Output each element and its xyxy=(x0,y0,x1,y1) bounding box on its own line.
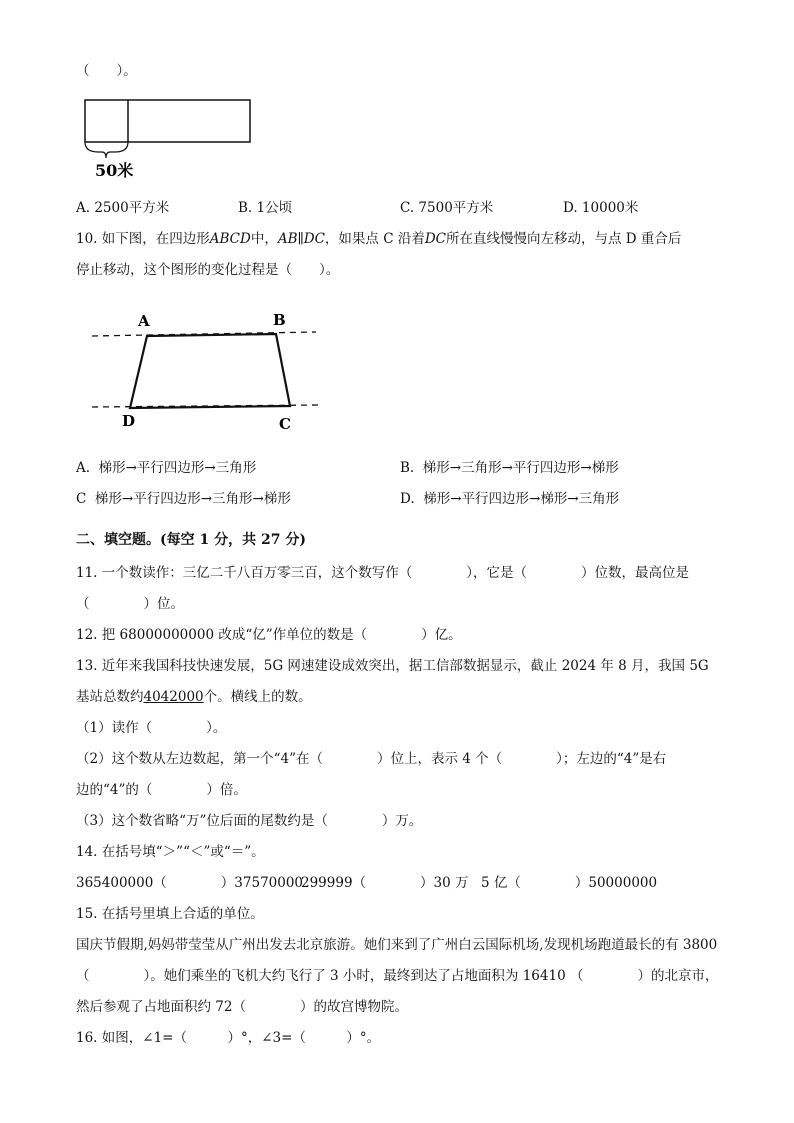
underlined-number: 4042000 xyxy=(143,689,204,705)
q13-sub2-line1: （2）这个数从左边数起，第一个“4”在（ ）位上，表示 4 个（ ）；左边的“4”是右 xyxy=(76,751,667,767)
q9-option-a: A. 2500平方米 xyxy=(76,200,170,216)
point-d-label: D xyxy=(122,412,136,430)
q9-option-b: B. 1公顷 xyxy=(238,200,293,216)
section-2-heading: 二、填空题。(每空 1 分，共 27 分) xyxy=(76,532,306,548)
q11-line1: 11. 一个数读作：三亿二千八百万零三百，这个数写作（ ），它是（ ）位数，最高位是 xyxy=(76,565,690,581)
q13-line1: 13. 近年来我国科技快速发展，5G 网速建设成效突出，据工信部数据显示，截止 2024 年 8 月，我国 5G xyxy=(76,658,709,674)
q11-line2: （ ）位。 xyxy=(76,596,184,612)
q10-trapezoid-figure xyxy=(86,304,326,434)
q14-item-3: 5 亿（ ）50000000 xyxy=(481,875,658,891)
q15-line2: （ ）。她们乘坐的飞机大约飞行了 3 小时，最终到达了占地面积为 16410 （ ）的北京市， xyxy=(76,968,719,984)
q10-option-a: A. 梯形→平行四边形→三角形 xyxy=(76,460,257,476)
q13-line2: 基站总数约4042000个。横线上的数。 xyxy=(76,689,312,705)
q9-option-d: D. 10000米 xyxy=(563,200,639,216)
q15-line3: 然后参观了占地面积约 72（ ）的故宫博物院。 xyxy=(76,999,408,1015)
q9-rectangle-figure xyxy=(80,96,260,186)
q15-stem: 15. 在括号里填上合适的单位。 xyxy=(76,906,264,922)
q10-stem-line1: 10. 如下图，在四边形ABCD中，AB∥DC，如果点 C 沿着DC所在直线慢慢向左移动，与点 D 重合后 xyxy=(76,231,682,247)
q12: 12. 把 68000000000 改成“亿”作单位的数是（ ）亿。 xyxy=(76,627,462,643)
q13-sub1: （1）读作（ ）。 xyxy=(76,720,227,736)
q10-option-b: B. 梯形→三角形→平行四边形→梯形 xyxy=(400,460,619,476)
q15-line1: 国庆节假期,妈妈带莹莹从广州出发去北京旅游。她们来到了广州白云国际机场,发现机场跑道最长的有 3800 xyxy=(76,937,718,953)
q10-option-c: C 梯形→平行四边形→三角形→梯形 xyxy=(76,491,291,507)
q10-option-d: D. 梯形→平行四边形→梯形→三角形 xyxy=(400,491,620,507)
q16: 16. 如图，∠1=（ ）°，∠3=（ ）°。 xyxy=(76,1030,381,1046)
q9-tail: （ ）。 xyxy=(76,63,137,79)
q13-sub3: （3）这个数省略“万”位后面的尾数约是（ ）万。 xyxy=(76,813,423,829)
q9-figure-label: 50米 xyxy=(95,161,134,180)
point-b-label: B xyxy=(273,311,286,329)
q14-stem: 14. 在括号填“＞”“＜”或“＝”。 xyxy=(76,844,265,860)
point-a-label: A xyxy=(138,312,150,330)
q10-stem-line2: 停止移动，这个图形的变化过程是（ ）。 xyxy=(76,262,340,278)
q14-item-1: 365400000（ ）37570000 xyxy=(76,875,304,891)
q14-item-2: 299999（ ）30 万 xyxy=(301,875,469,891)
point-c-label: C xyxy=(279,415,291,433)
q13-sub2-line2: 边的“4”的（ ）倍。 xyxy=(76,782,247,798)
q9-option-c: C. 7500平方米 xyxy=(400,200,494,216)
